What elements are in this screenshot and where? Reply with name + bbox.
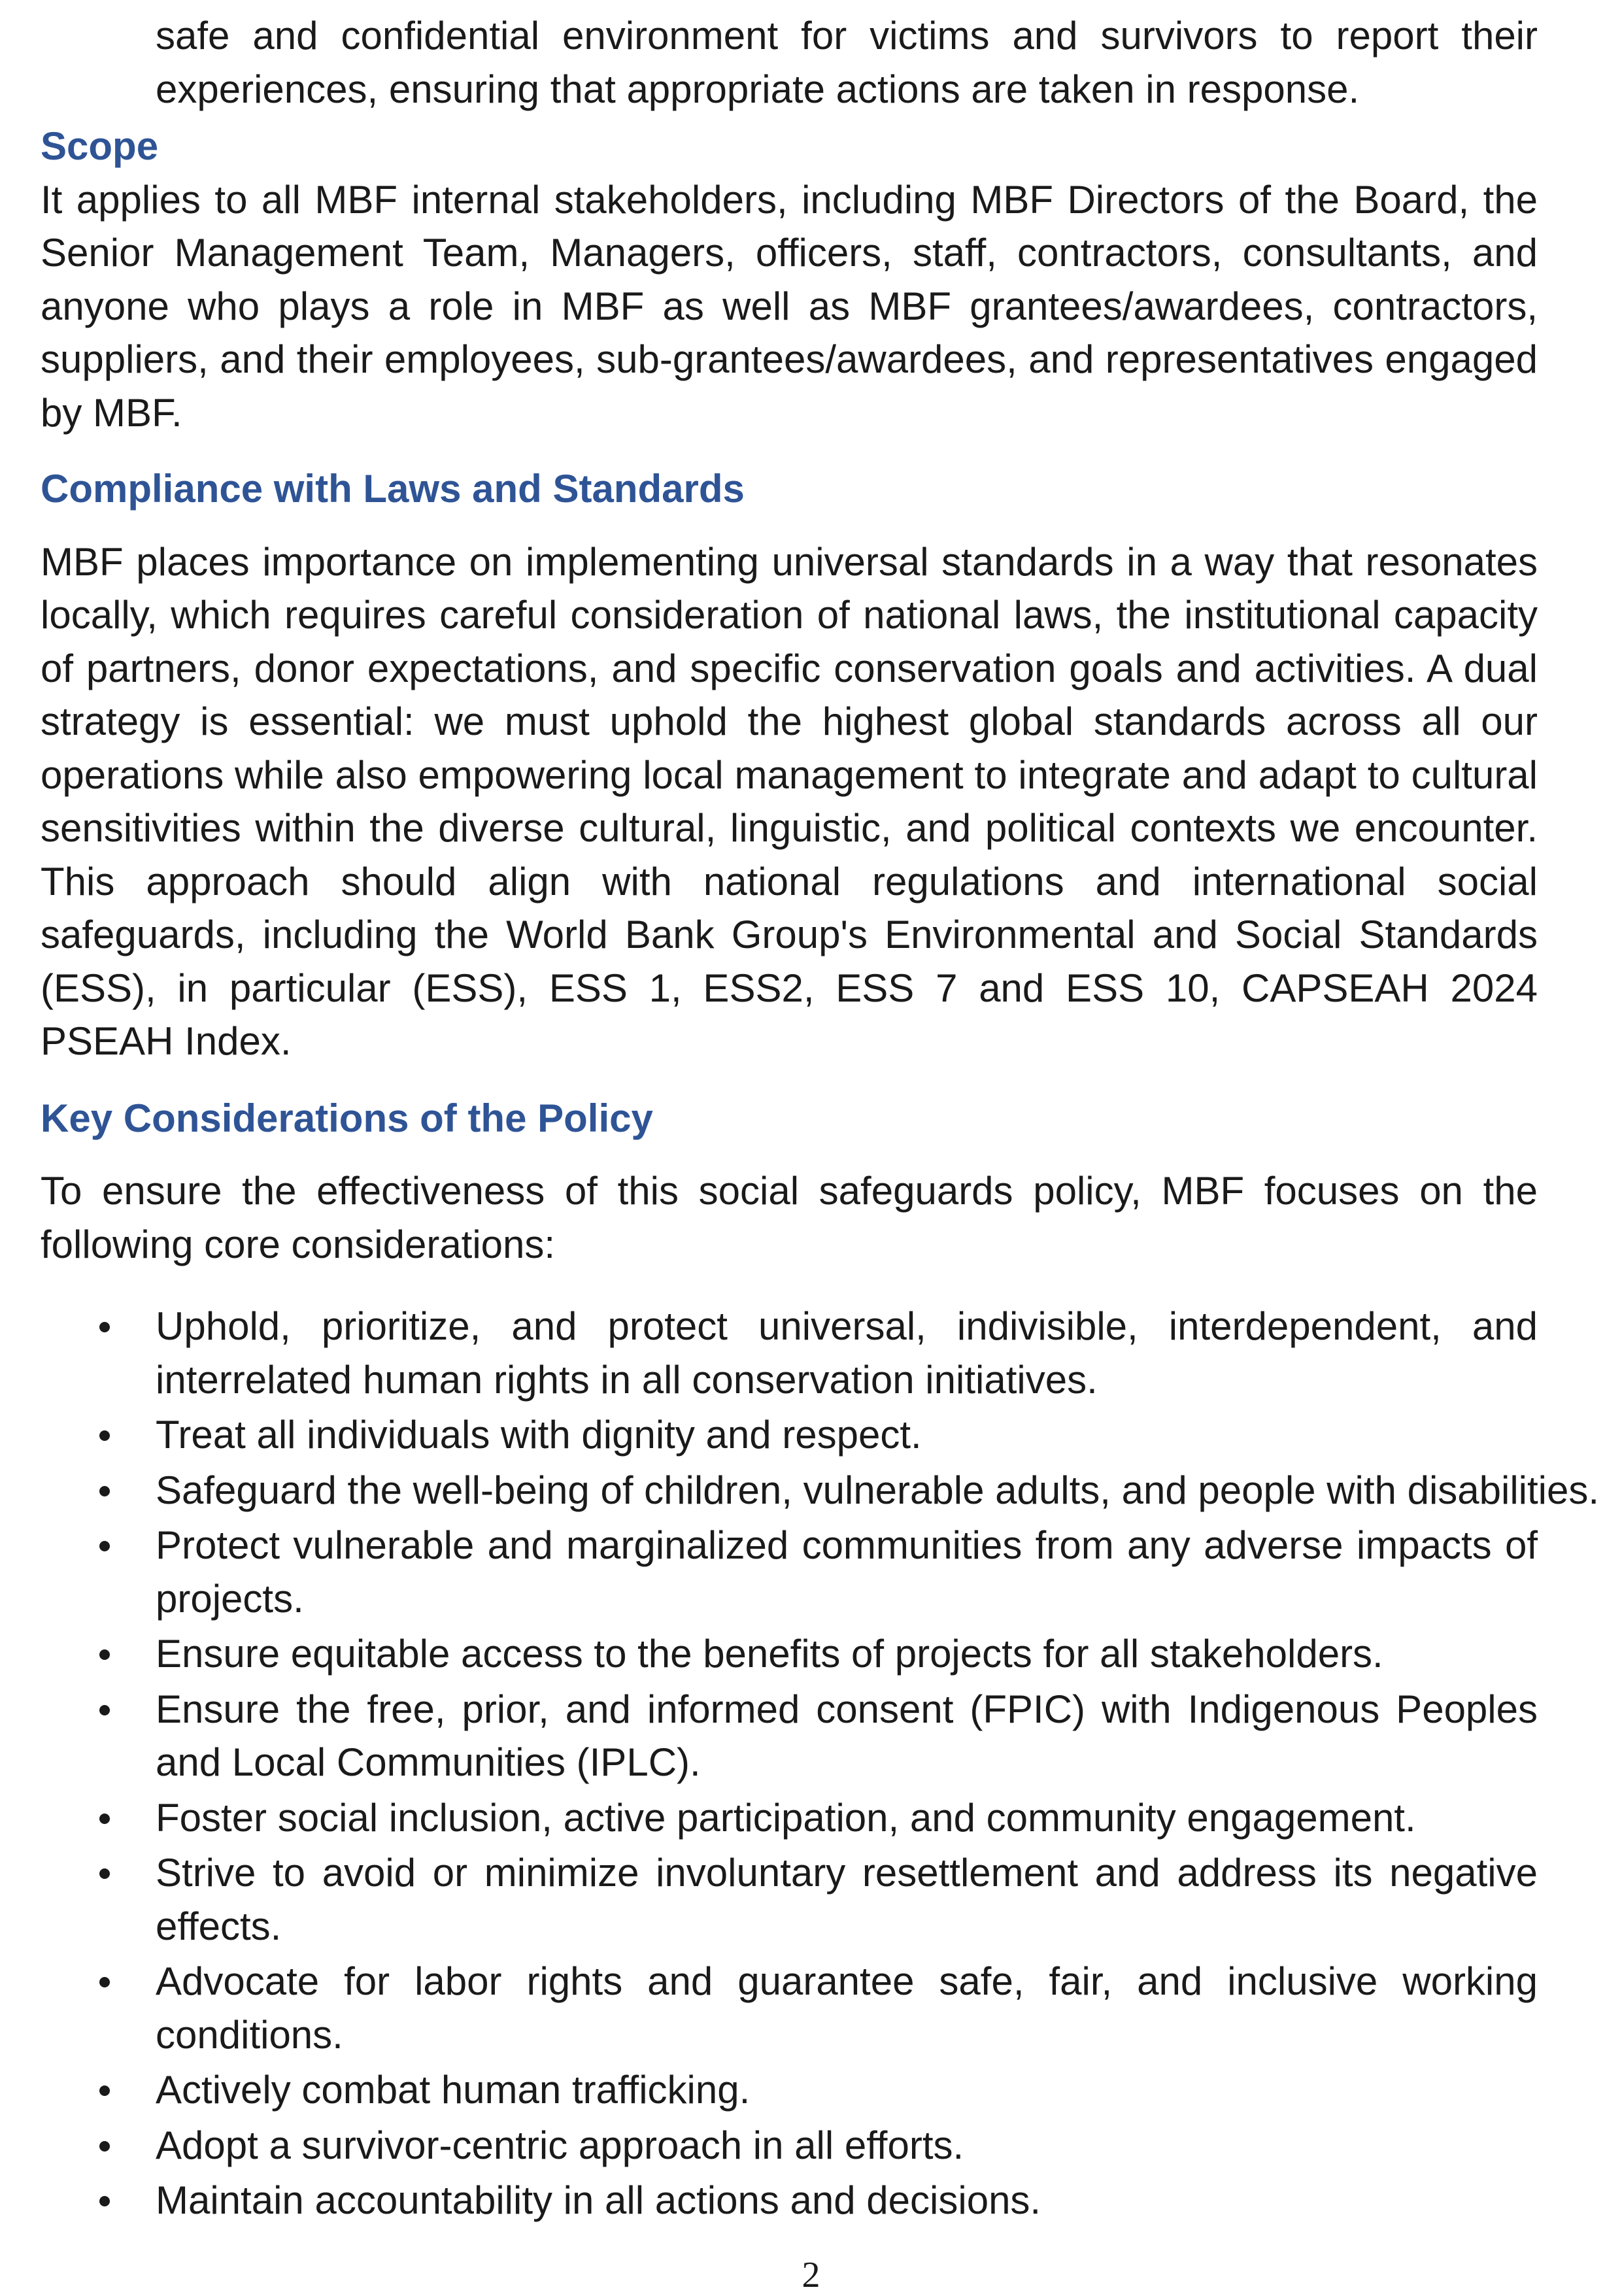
page-number: 2	[802, 2255, 820, 2295]
list-item-text: Foster social inclusion, active participation, and community engagement.	[156, 1795, 1416, 1840]
bullet-icon	[99, 2196, 110, 2206]
bullet-icon	[99, 1977, 110, 1987]
list-item	[41, 1683, 1538, 1789]
list-item	[41, 1300, 1538, 1406]
list-item	[41, 1627, 1538, 1681]
list-item	[41, 1519, 1538, 1625]
considerations-heading: Key Considerations of the Policy	[41, 1096, 653, 1140]
intro-continuation-paragraph: safe and confidential environment for victims and survivors to report their experiences, ensuring that appropriate actions are taken in response.	[156, 14, 1538, 111]
bullet-icon	[99, 1322, 110, 1332]
list-item	[41, 2119, 1538, 2172]
considerations-list	[41, 1300, 1600, 2227]
list-item	[41, 1955, 1538, 2061]
list-item	[41, 2063, 1538, 2117]
list-item-text: Protect vulnerable and marginalized communities from any adverse impacts of projects.	[156, 1523, 1538, 1621]
compliance-heading: Compliance with Laws and Standards	[41, 467, 745, 511]
bullet-icon	[99, 1486, 110, 1496]
list-item-text: Safeguard the well-being of children, vulnerable adults, and people with disabilities.	[156, 1468, 1600, 1512]
list-item	[41, 1408, 1538, 1462]
list-item-text: Treat all individuals with dignity and respect.	[156, 1413, 922, 1457]
list-item-text: Maintain accountability in all actions and decisions.	[156, 2178, 1041, 2222]
list-item	[41, 1846, 1538, 1953]
list-item-text: Actively combat human trafficking.	[156, 2068, 751, 2112]
considerations-intro-paragraph: To ensure the effectiveness of this social safeguards policy, MBF focuses on the following core considerations:	[41, 1169, 1538, 1266]
list-item-text: Ensure equitable access to the benefits of projects for all stakeholders.	[156, 1632, 1383, 1676]
bullet-icon	[99, 1868, 110, 1879]
list-item-text: Ensure the free, prior, and informed consent (FPIC) with Indigenous Peoples and Local Communities (IPLC).	[156, 1687, 1538, 1784]
bullet-icon	[99, 1649, 110, 1660]
scope-heading: Scope	[41, 124, 159, 168]
compliance-paragraph: MBF places importance on implementing universal standards in a way that resonates locally, which requires careful consideration of national laws, the institutional capacity of partners, donor expectations, and specific conservation goals and activities. A dual strategy is essential: we must uphold the highest global standards across all our operations while also empowering local management to integrate and adapt to cultural sensitivities within the diverse cultural, linguistic, and political contexts we encounter. This approach should align with national regulations and international social safeguards, including the World Bank Group's Environmental and Social Standards (ESS), in particular (ESS), ESS 1, ESS2, ESS 7 and ESS 10, CAPSEAH 2024 PSEAH Index.	[41, 539, 1538, 1063]
bullet-icon	[99, 1430, 110, 1441]
list-item-text: Uphold, prioritize, and protect universal, indivisible, interdependent, and interrelated human rights in all conservation initiatives.	[156, 1304, 1538, 1402]
list-item	[41, 1791, 1538, 1845]
scope-paragraph: It applies to all MBF internal stakeholders, including MBF Directors of the Board, the Senior Management Team, Managers, officers, staff, contractors, consultants, and anyone who plays a role in MBF as well as MBF grantees/awardees, contractors, suppliers, and their employees, sub-grantees/awardees, and representatives engaged by MBF.	[41, 177, 1538, 435]
bullet-icon	[99, 2141, 110, 2152]
bullet-icon	[99, 1814, 110, 1824]
list-item-text: Strive to avoid or minimize involuntary resettlement and address its negative effects.	[156, 1851, 1538, 1948]
list-item-text: Advocate for labor rights and guarantee safe, fair, and inclusive working conditions.	[156, 1959, 1538, 2057]
document-page	[41, 0, 1600, 2229]
bullet-icon	[99, 1705, 110, 1715]
bullet-icon	[99, 1541, 110, 1551]
list-item	[41, 1464, 1600, 1517]
list-item	[41, 2174, 1538, 2227]
bullet-icon	[99, 2085, 110, 2096]
list-item-text: Adopt a survivor-centric approach in all efforts.	[156, 2123, 964, 2167]
